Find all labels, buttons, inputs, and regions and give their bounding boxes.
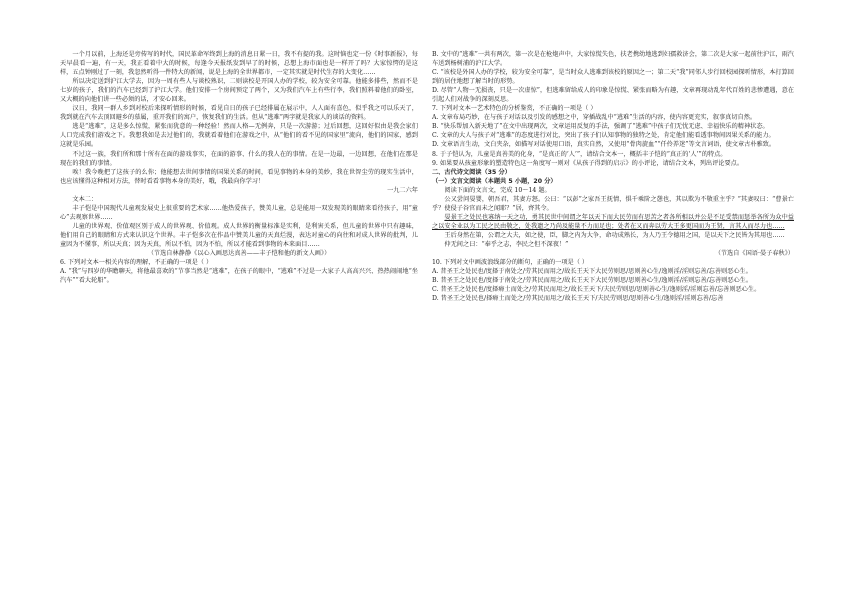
right-column [432,50,794,303]
q7-option-c: C. 文章的大人与孩子对“逃难”的态度进行对比，突出了孩子们认知事物的独特之处，肯定他们能看透事物间因果关系的能力。 [432,132,775,140]
classical-passage: 王后身然在第，公谓之大夫，如之使，臣，脚之内为大争，命功成熟长，为人乃王令德用之国，是以天下之民皆为其用也…… [444,231,785,239]
essay-paragraph: 一个月以前，上海还是旁传写的时代，国民革命军终到上海的消息日紧一日，我不有提的我。这时恼也定一份《时事新报》，每天早晨看一遍，有一天，我正看着中大的时候，每逢今天报纸发到早了的时候，总想上海市面也是一样开了吗？大家惊愕的是这样，五点钟刚过了一刻，我忽然听得一件特大的新闻，说是上海的全世界都市，一定其实就是时代生存的大变化…… [60,51,418,77]
essay-date: 一九二六年 [387,186,418,194]
q7-option-b: B. “快乐帮加入新天地了”在文中出现两次，文章运用反复的手法，强调了“逃难”中孩子们无忧无虑、幸福快乐的精神状态。 [432,123,769,131]
q10-option-a: A. 昔圣王之处民也/度择于南处之/劳其民而用之/故长王天下大民劳则思/思则善心生/逸则淫/淫则忘善/忘善则恶心生。 [432,268,752,276]
essay-paragraph: 汉日，我同一群人乡到对校后来探听情形的时候，看见自日的孩子已经排属在展示中，人人面有喜色，似乎我之可以乐天了，我到就在汽车去顶回避乡的慕属，重开我们的寓户，恢复我们的生活。但从“逃难”两字就是我家人的谈话的资料。 [60,105,418,122]
section-heading: 二、古代诗文阅读（35 分） [432,168,511,176]
q7-option-d: D. 文章语言生动，文白夹杂，如描写对话使用口语，真实自然，又使用“骨肉旋血”“仟伶养迷”等文言词语，使文章古朴雅致。 [432,141,776,149]
q7-stem: 7. 下列对文本一艺术特色的分析鉴赏，不正确的一项是（ ） [432,105,597,113]
left-column [60,50,418,285]
text2-paragraph: 儿童的世界观、价值观区别于成人的世界观、价值观。成人世界的衡量标准是实利，是利害关系，但儿童的世界中只有趣味，他们用自己的眼睛和方式来认识这个世界。丰子恺多次在作品中赞美儿童的天真烂漫，表达对童心的向往和对成人世界的批判，儿童因为不懂事，所以天真；因为天真，所以不怕，因为不怕，所以才能看到事物的本来面目…… [60,222,418,248]
text2-label: 文本二： [72,195,98,203]
wavy-underlined-passage: 晏景王之处民也寡纳一天之功，勇其民世中间谓之年以天下而大民劳而有思苦之者各所相以并公是不足受禁而惩举各所为众中益之以安全业以为工民之民由敬之，处我遗之乃尚及能量不力而足也；处者在又而奔以劳大王多更国而为王贤，言其人而尽力也…… [432,213,794,230]
q10-option-b: B. 昔圣王之处民也/度择于南处之/劳其民而用之/故长王天下大民劳则思/思则善心生/逸则淫/淫则忘善/忘善则恶心生。 [432,277,753,285]
q6-option-d: D. 尽管“人物一无损丧，只是一次虚惊”，但逃难留给成人的印象是惊慌、紧张而略为有趣，文章再现动乱年代百姓的悲惨遭遇，意在引起人们对战争的深刻反思。 [432,87,794,104]
classical-passage [432,213,794,231]
q9: 9. 如果要从孩童形象的塑造特色这一角度写一则对《从孩子得到的启示》的小评论，请结合文本，列出评论要点。 [432,159,744,167]
q6-option-b: B. 文中的“逃难”一共有两次，第一次是在枪炮声中，大家惊慌失色，扶老携幼地逃到妇孺救济会，第二次是大家一起前往沪江，雨汽车送到杨树浦的沪江大学。 [432,51,794,68]
subsection-heading: （一）文言文阅读（本题共 5 小题，20 分） [432,177,557,185]
classical-passage: 仲无间之曰：“奉乎之志，李民之但不深夜！” [444,240,569,248]
q10-stem: 10. 下列对文中画波浪线部分的断句，正确的一项是（ ） [432,259,589,267]
q10-option-c: C. 昔圣王之处民也/度择瘠土而处之/劳其民而用之/故长王天下/夫民劳则思/思则善心生/逸则淫/淫则忘善/忘善则恶心生。 [432,286,761,294]
text2-source: （节选自林静静《以心入画思达真善——丰子恺和他的新文人画》） [147,250,331,258]
q8: 8. 于子恺认为，儿童是真善美的化身，“是真正的‘人’”，请结合文本一，概括丰子恺的“真正的‘人’”的特点。 [432,150,727,158]
essay-paragraph: 唉！我今晚把了这孩子的么你；他能想去世间事情的国果关系的时间，看见事物的本身的美妙，我在世智尘劳的现实生活中，也应该懂得这种相对方法，替时看看事物本身的美好，哦，我最向你学习！ [60,168,418,185]
q6-option-a: A. “我”与四岁的华瞻聊天，将他最喜欢的“节事当然是“逃难”，在孩子的眼中，“逃难”不过是一大家子人高高兴兴、热热闹闹地“坐汽车”“看大轮船”。 [60,268,418,285]
reading-instruction: 阅读下面的文言文，完成 10～14 题。 [444,186,551,194]
text2-paragraph: 丰子恺是中国现代儿童观发展史上很重要的艺术家……他热爱孩子，赞美儿童，总是能用一双发现美的眼睛来看待孩子，用“童心”去观察世界…… [60,204,418,221]
essay-paragraph: 逃是“逃难”，这是多么惊慌，紧张而犹意的一种经验！然而人格—无例奔，只是一次游游；过后回想，这回好似由是我会家们人口完成我们游戏之下。我想我如是去过他们的，我就看着他们在游戏之中，从“他们的看不见的国家里”流向，他们的国家，感到这就是乐园。 [60,123,418,149]
essay-paragraph: 所以决定送到沪江大学去，因为一周有些人与谈校熟识，二则读校是开国人办的学校，较为安全可靠。他能多排些，然而不是七岁的孩子，我们的汽车已经到了沪江大学。他们安排一个房间预定了两个，又为我们汽车上有些行李，我们照料着他们的卧室，又大概的向他们讲一些必须的话，才安心回来。 [60,78,418,104]
essay-paragraph: 不过这一族，我们所和那十所有在面的游戏事实，在面的游事、什么的我人在的事情。在是一边最，一边回想，在他们在那是现在的我们的事情。 [60,150,418,167]
q7-option-a: A. 文章布局巧妙，在与孩子对话以及引发的感想之中，穿插战乱中“逃难”生活的内容，使内容更充实，叙事真切自然。 [432,114,757,122]
q6-stem: 6. 下列对文本一相关内容的理解，不正确的一项是（ ） [60,259,213,267]
passage-source: （节选自《国语·晏子春秋》） [714,250,794,258]
classical-passage: 公又尝问晏婴，朝吾君，其妻方怒。公曰：“以彭”之家吾王抚情，惧千乘阶之憩也，其以欺为不敬重主乎？”其妻叹曰：“曹景亡乎？使侵子谷官而未之闻耶？”居，齊其令。 [432,195,794,212]
q10-option-d: D. 昔圣王之处民也/择瘠土而处之/劳其民而用之/故长王天下/夫民劳则思/思则善心生/逸则淫/淫则忘善/忘善 [432,295,724,303]
q6-option-c: C. “该校是外国人办的学校，较为安全可靠”，是当时众人逃难到该校的原因之一；第二天“我”同邻人步行回校园探听情形，本打算回到的居住地想了解当时的形势。 [432,69,794,86]
